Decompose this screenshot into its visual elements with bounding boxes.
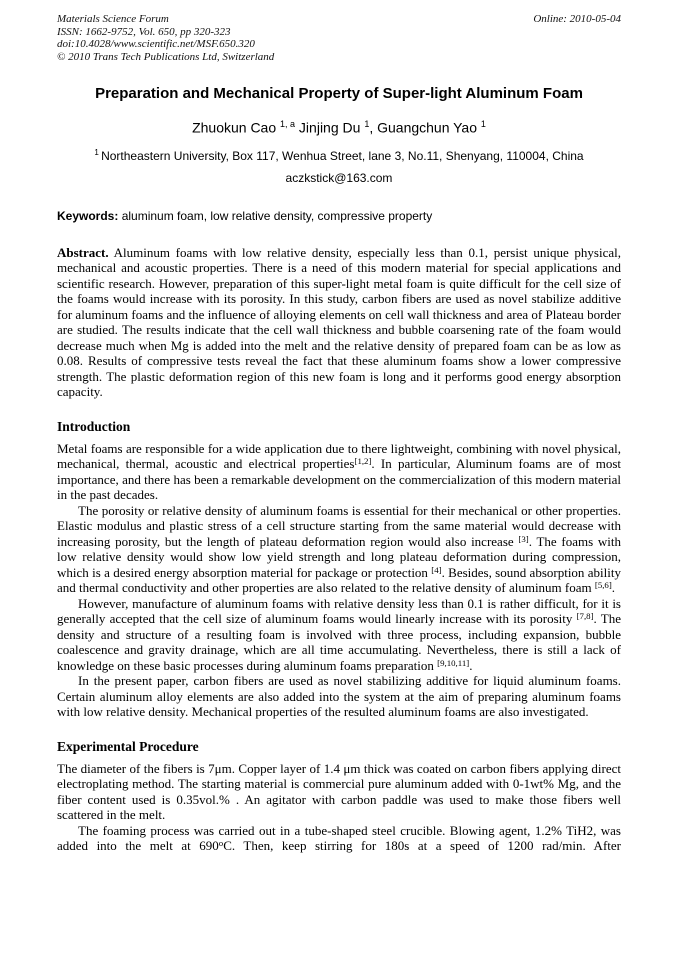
introduction-paragraph-2: The porosity or relative density of aluminum foams is essential for their mechanical or other properties. Elastic modulus and plastic stress of a cell structure starting from the same material would decrease with increasing porosity, but the length of plateau deformation region would also increase [3]. The foams with low relative density would show low yield strength and long plateau deformation during compression, which is a desired energy absorption material for package or protection [4]. Besides, sound absorption ability and thermal conductivity and other properties are also related to the relative density of aluminum foam [5,6]. xyxy=(57,502,622,596)
introduction-paragraph-4: In the present paper, carbon fibers are used as novel stabilizing additive for liquid aluminum foams. Certain aluminum alloy elements are also added into the system at the aim of preparing aluminum foams with low relative density. Mechanical properties of the resulted aluminum foams are also investigated. xyxy=(57,673,621,720)
section-heading-experimental-procedure: Experimental Procedure xyxy=(57,738,199,754)
online-date: Online: 2010-05-04 xyxy=(533,13,621,25)
abstract-paragraph: Abstract. Aluminum foams with low relative density, especially less than 0.1, persist unique physical, mechanical and acoustic properties. There is a need of this modern material for special applications and scientific research. However, preparation of this super-light metal foam is quite difficult for the cell size of the foams would increase with its porosity. In this study, carbon fibers are used as novel stabilize additive for aluminum foams and the influence of alloying elements on cell wall thickness and area of Plateau border are studied. The results indicate that the cell wall thickness and bubble coarsening rate of the foam would decrease much when Mg is added into the melt and the relative density of prepared foam can be as low as 0.08. Results of compressive tests reveal the fact that these aluminum foams show a lower compressive strength. The plastic deformation region of this new foam is long and it performs good energy absorption capacity. xyxy=(57,244,621,400)
introduction-paragraph-3: However, manufacture of aluminum foams with relative density less than 0.1 is rather difficult, for it is generally accepted that the cell size of aluminum foams would linearly increase with its porosity [7,8]. The density and structure of a resulting foam is involved with three process, including expansion, bubble coalescence and gravity drainage, which are all time accumulating. Nevertheless, there is still a lack of knowledge on these basic processes during aluminum foams preparation [9,10,11]. xyxy=(57,595,621,673)
journal-header xyxy=(57,13,621,63)
doi-line: doi:10.4028/www.scientific.net/MSF.650.320 xyxy=(57,38,255,50)
section-heading-introduction: Introduction xyxy=(57,418,131,434)
authors-line: Zhuokun Cao $^{1, a}$ Jinjing Du $^1$, Guangchun Yao $^1$ xyxy=(192,119,486,136)
journal-name: Materials Science Forum xyxy=(57,13,169,25)
introduction-paragraph-1: Metal foams are responsible for a wide application due to there lightweight, combining with novel physical, mechanical, thermal, acoustic and electrical properties[1,2]. In particular, Aluminum foams are of most importance, and there has been a remarkable development on the commercialization of this modern material in the past decades. xyxy=(57,440,621,503)
keywords-text: aluminum foam, low relative density, compressive property xyxy=(118,208,433,223)
experimental-paragraph-1: The diameter of the fibers is 7μm. Copper layer of 1.4 μm thick was coated on carbon fibers applying direct electroplating method. The starting material is commercial pure aluminum added with 0-1wt% Mg, and the fiber content used is 0.35vol.% . An agitator with carbon paddle was used to make those fibers well scattered in the melt. xyxy=(57,760,621,823)
paper-title: Preparation and Mechanical Property of Super-light Aluminum Foam xyxy=(95,85,583,102)
issn-line: ISSN: 1662-9752, Vol. 650, pp 320-323 xyxy=(57,25,231,38)
copyright-line: © 2010 Trans Tech Publications Ltd, Switzerland xyxy=(57,50,275,63)
keywords-label: Keywords: xyxy=(57,208,119,223)
journal-info-block xyxy=(57,13,274,63)
keywords-line xyxy=(57,209,621,224)
experimental-paragraph-2: The foaming process was carried out in a tube-shaped steel crucible. Blowing agent, 1.2% TiH2, was added into the melt at 690$^o$C. Then, keep stirring for 180s at a speed of 1200 rad/min. After xyxy=(57,822,621,854)
affiliation-line: $^1$ Northeastern University, Box 117, Wenhua Street, lane 3, No.11, Shenyang, 110004, China xyxy=(94,147,584,163)
email-line: aczkstick@163.com xyxy=(285,170,393,185)
